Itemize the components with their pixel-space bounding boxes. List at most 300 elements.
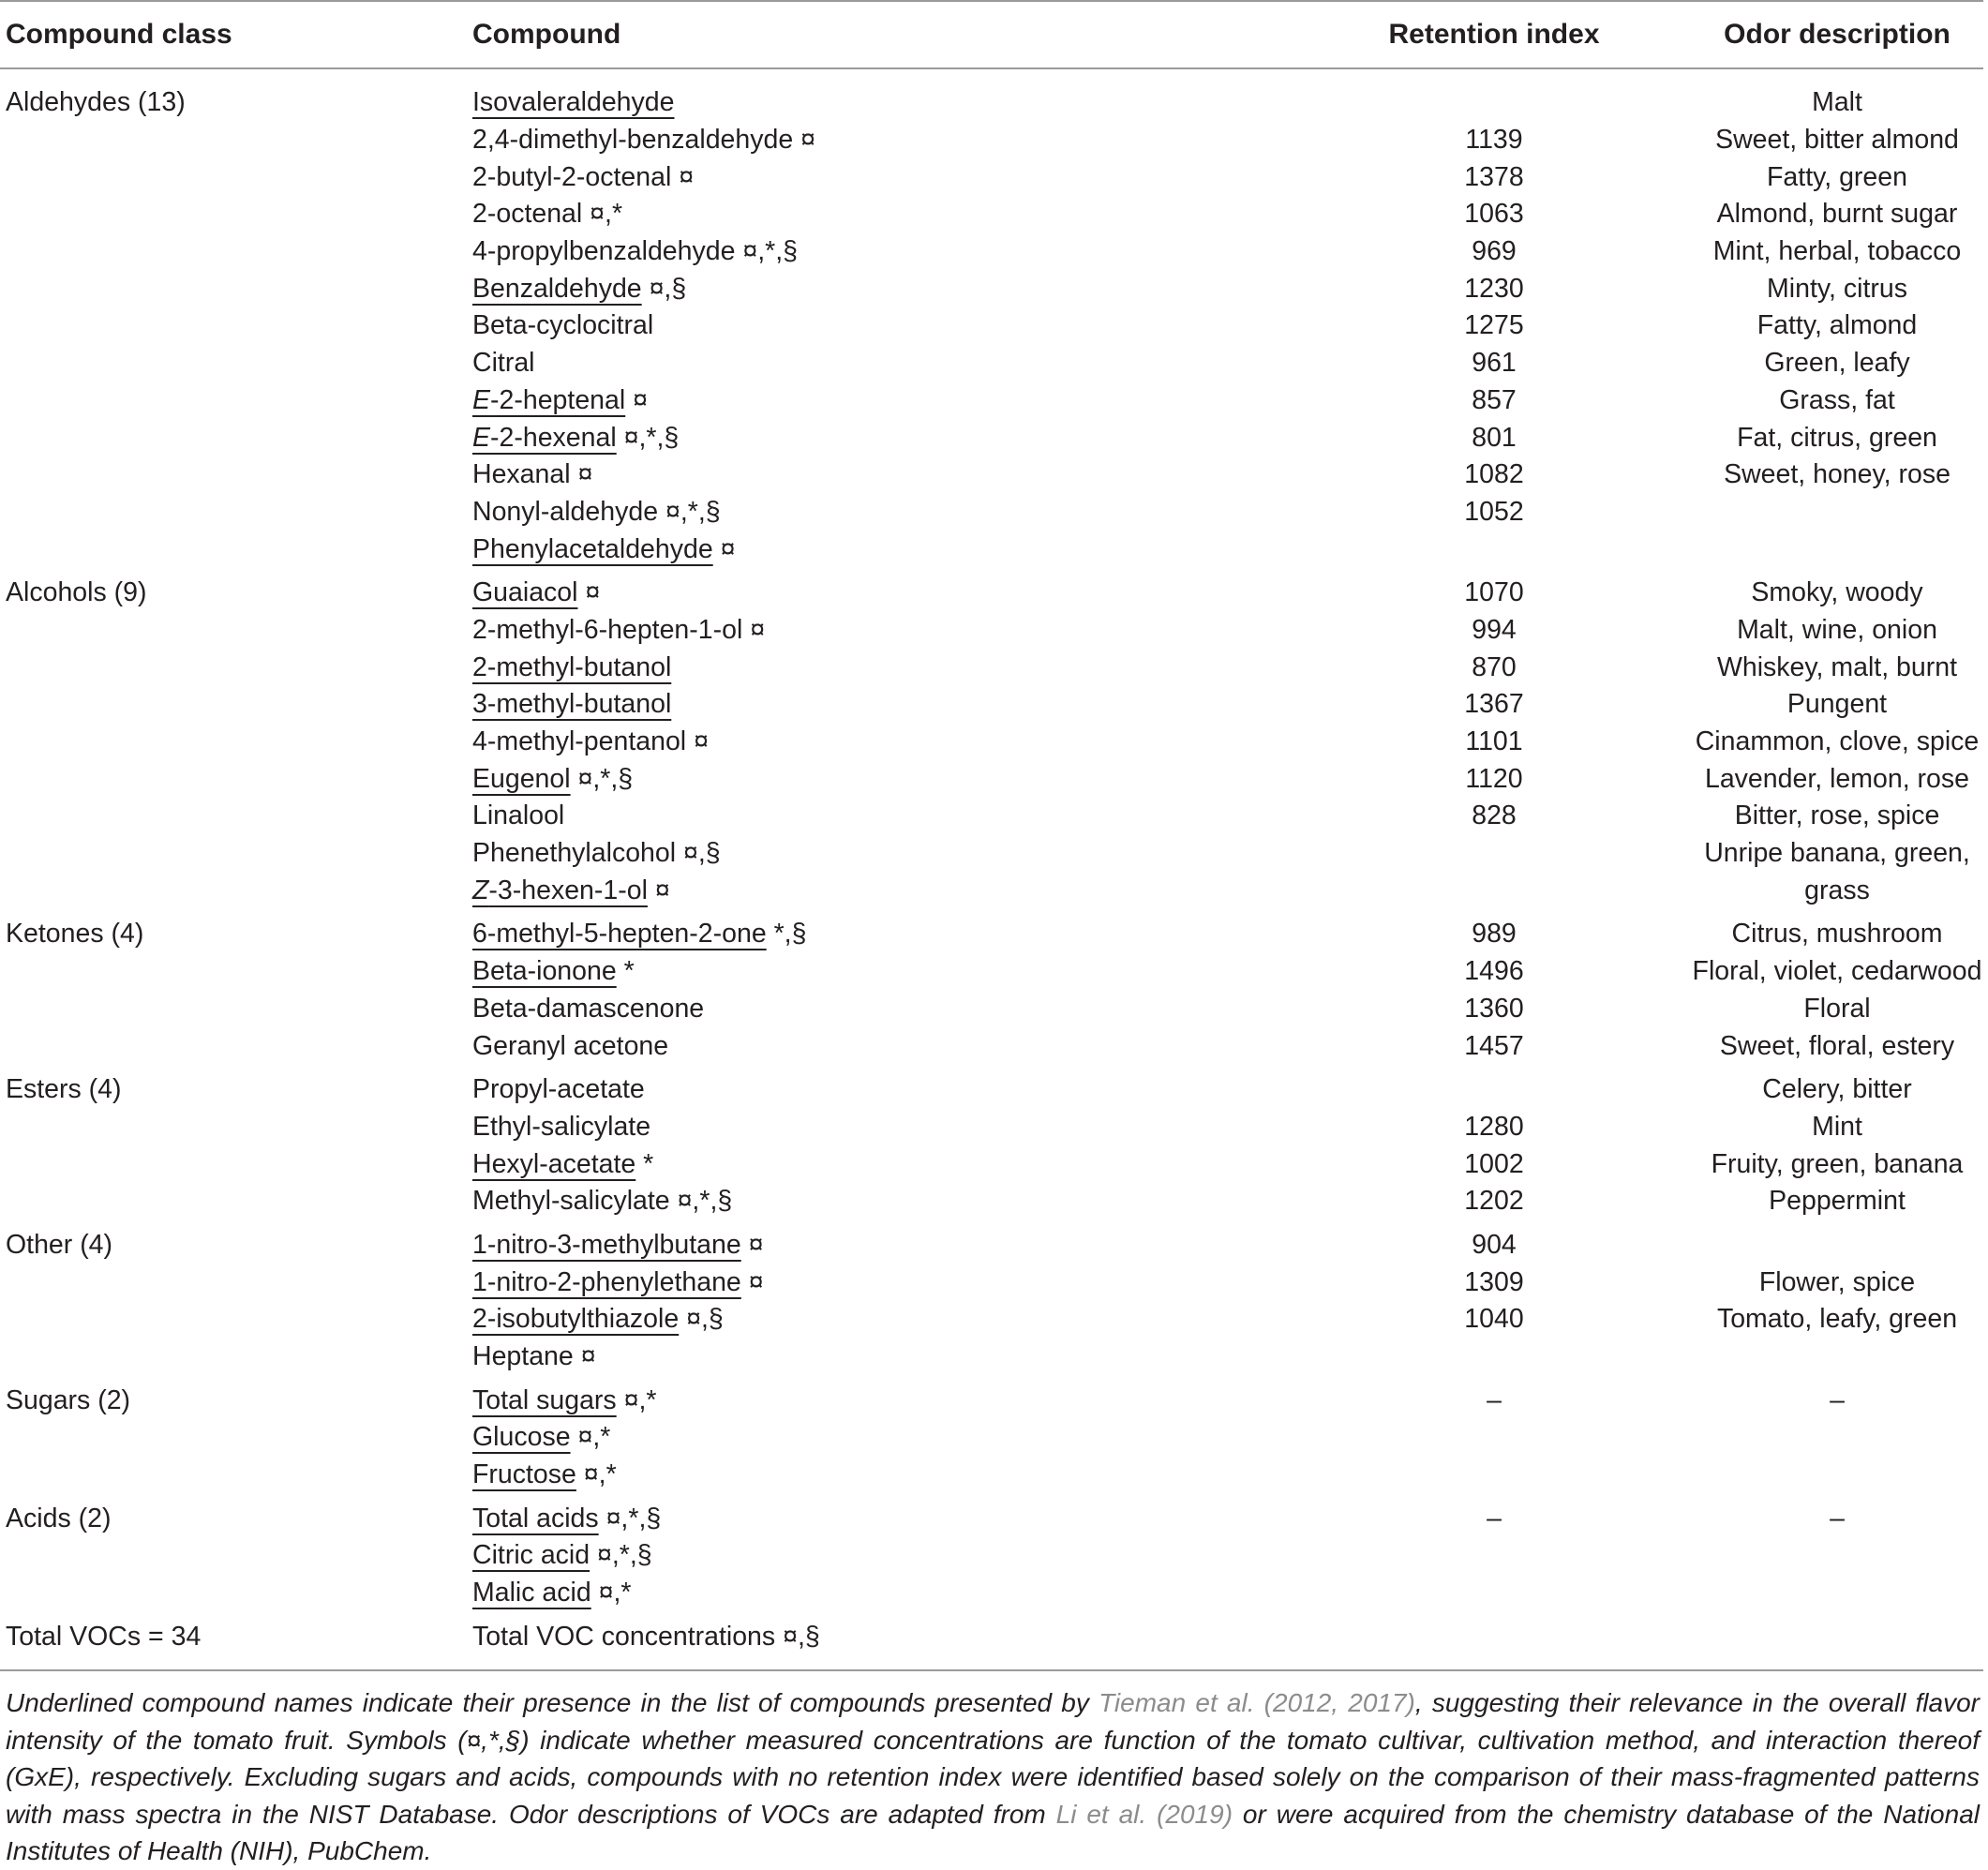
compound-name [472, 385, 625, 415]
odor-description: Celery, bitter [1762, 1074, 1912, 1105]
table-row [472, 724, 1983, 761]
table-row [472, 1339, 1983, 1376]
compound-name [472, 199, 582, 229]
compound-name [472, 838, 676, 868]
compound-name-text: Isovaleraldehyde [472, 87, 675, 118]
compound-cell [472, 1385, 1297, 1416]
compound-name-text: 2,4-dimethyl-benzaldehyde [472, 125, 794, 156]
table-row [472, 1575, 1983, 1612]
compound-name [472, 310, 653, 340]
odor-description: Grass, fat [1779, 384, 1895, 415]
compound-group [0, 1619, 1983, 1656]
group-label-cell [0, 84, 472, 568]
compound-name-text: 4-methyl-pentanol [472, 726, 687, 757]
compound-name-text: Total acids [472, 1503, 599, 1533]
compound-symbols: ¤ [750, 614, 766, 645]
odor-description: Sweet, bitter almond [1715, 125, 1959, 156]
compound-cell [472, 1540, 1297, 1571]
compound-name [472, 875, 648, 905]
compound-name-text: Nonyl-aldehyde [472, 496, 659, 527]
compound-name [472, 87, 674, 117]
compound-name-text: 2-isobutylthiazole [472, 1304, 680, 1335]
odor-description: Flower, spice [1758, 1266, 1916, 1297]
compound-name-text: Methyl-salicylate [472, 1186, 670, 1217]
compound-cell [472, 1622, 1297, 1653]
footnote-text: or were acquired from the chemistry database of the National Institutes of Health (NIH), PubChem. [6, 1799, 1980, 1866]
compound-name [472, 994, 704, 1024]
compound-cell [472, 1149, 1297, 1180]
compound-name [472, 1074, 645, 1104]
compound-name [472, 689, 671, 719]
compound-cell [472, 1031, 1297, 1062]
retention-index: 1496 [1464, 956, 1524, 987]
table-row [472, 1071, 1983, 1109]
table-row [472, 835, 1983, 873]
table-row [472, 196, 1983, 233]
compound-name [472, 615, 742, 645]
odor-description: Bitter, rose, spice [1734, 800, 1940, 831]
compound-cell [472, 1186, 1297, 1217]
compound-cell [472, 199, 1297, 230]
table-row [472, 84, 1983, 122]
compound-symbols: * [623, 956, 635, 987]
compound-name [472, 1149, 635, 1179]
compound-cell [472, 919, 1297, 950]
table-row [472, 1183, 1983, 1220]
table-row [472, 575, 1983, 612]
odor-description: Citrus, mushroom [1731, 919, 1943, 950]
compound-group [0, 916, 1983, 1065]
odor-description: grass [1804, 875, 1870, 905]
table-row [472, 1382, 1983, 1419]
retention-index: 1002 [1464, 1148, 1524, 1179]
compound-cell [472, 310, 1297, 341]
table-row [472, 233, 1983, 271]
compound-name-text: -2-hexenal [490, 422, 617, 453]
compound-name-text: -3-hexen-1-ol [488, 875, 648, 905]
compound-cell [472, 577, 1297, 608]
table-row [472, 1264, 1983, 1301]
retention-index: 1101 [1465, 726, 1523, 757]
compound-cell [472, 1112, 1297, 1143]
compound-symbols: ¤ [800, 125, 815, 156]
retention-index: 1202 [1464, 1186, 1524, 1217]
compound-name [472, 1031, 668, 1061]
retention-index: 870 [1472, 651, 1517, 682]
odor-description: Lavender, lemon, rose [1704, 763, 1969, 794]
retention-index: 1367 [1464, 689, 1524, 720]
table-row [472, 612, 1983, 650]
table-row [472, 916, 1983, 953]
compound-group [0, 1227, 1983, 1376]
group-label: Total VOCs = 34 [6, 1621, 202, 1652]
compound-cell [472, 1459, 1297, 1490]
compound-symbols: ¤,*,§ [577, 763, 634, 794]
citation-link-tieman[interactable]: Tieman et al. (2012, 2017) [1099, 1688, 1415, 1718]
retention-index: 1082 [1464, 459, 1524, 490]
compound-prefix: Z [472, 875, 489, 905]
table-row [472, 345, 1983, 382]
compound-symbols: ¤,*,§ [665, 496, 721, 527]
compound-cell [472, 125, 1297, 156]
table-row [472, 307, 1983, 345]
odor-description: Malt, wine, onion [1737, 614, 1937, 645]
group-label-cell [0, 1382, 472, 1493]
table-row [472, 1457, 1983, 1494]
odor-description: Floral [1803, 993, 1871, 1024]
footnote-text: Underlined compound names indicate their presence in the list of compounds presented by [6, 1688, 1099, 1718]
compound-cell [472, 423, 1297, 454]
table-row [472, 1027, 1983, 1065]
compound-name-text: Hexanal [472, 459, 571, 490]
compound-cell [472, 534, 1297, 565]
compound-name [472, 652, 671, 682]
odor-description: Fatty, almond [1756, 310, 1918, 341]
odor-description: Smoky, woody [1751, 577, 1923, 608]
group-rows [472, 1227, 1983, 1376]
table-body [0, 69, 1983, 1669]
compound-cell [472, 274, 1297, 305]
table-row [472, 456, 1983, 494]
retention-index: 828 [1472, 800, 1517, 831]
compound-name-text: Fructose [472, 1459, 576, 1490]
retention-index: 857 [1472, 384, 1517, 415]
compound-symbols: ¤ [679, 161, 695, 192]
compound-symbols: ¤,*,§ [623, 422, 680, 453]
compound-group [0, 1382, 1983, 1493]
retention-index: 961 [1472, 348, 1517, 379]
compound-name-text: 2-methyl-6-hepten-1-ol [472, 614, 743, 645]
compound-prefix: E [472, 422, 491, 453]
compound-symbols: ¤,*,§ [597, 1540, 652, 1571]
compound-name [472, 919, 767, 949]
retention-index: 1309 [1464, 1266, 1524, 1297]
compound-name [472, 577, 577, 607]
compound-symbols: ¤,§ [686, 1304, 724, 1335]
retention-index: 1360 [1464, 993, 1524, 1024]
table-row [472, 798, 1983, 835]
compound-name-text: Ethyl-salicylate [472, 1111, 651, 1142]
table-header [0, 2, 1983, 67]
retention-index: 1040 [1464, 1304, 1524, 1335]
compound-symbols: ¤ [720, 533, 736, 564]
compound-cell [472, 1304, 1297, 1335]
odor-description: – [1830, 1503, 1845, 1533]
compound-name-text: -2-heptenal [490, 384, 626, 415]
retention-index: 1378 [1464, 161, 1524, 192]
compound-name [472, 1304, 679, 1334]
table-row [472, 1301, 1983, 1339]
retention-index: 1120 [1465, 763, 1523, 794]
table-row [472, 1227, 1983, 1264]
odor-description: Malt [1812, 87, 1862, 118]
compound-name [472, 162, 671, 192]
table-row [472, 872, 1983, 909]
compound-name-text: Phenethylalcohol [472, 838, 677, 869]
header-compound: Compound [472, 19, 621, 50]
compound-symbols: ¤,§ [783, 1621, 820, 1652]
compound-name [472, 1622, 775, 1652]
table-row [472, 419, 1983, 456]
compound-cell [472, 994, 1297, 1025]
compound-symbols: ¤ [654, 875, 670, 905]
compound-name-text: 2-octenal [472, 199, 583, 230]
compound-cell [472, 459, 1297, 490]
compound-cell [472, 615, 1297, 646]
table-row [472, 1500, 1983, 1537]
group-label-cell [0, 1071, 472, 1220]
table-row [472, 1537, 1983, 1575]
group-rows [472, 575, 1983, 909]
compound-symbols: ¤ [748, 1266, 764, 1297]
compound-prefix: E [472, 384, 491, 415]
compound-name [472, 459, 571, 489]
retention-index: 801 [1472, 422, 1517, 453]
odor-description: Mint [1812, 1111, 1862, 1142]
compound-name [472, 1385, 617, 1415]
odor-description: Fruity, green, banana [1711, 1148, 1964, 1179]
compound-cell [472, 1267, 1297, 1298]
table-row [472, 382, 1983, 420]
compound-symbols: ¤,* [598, 1578, 632, 1608]
compound-name-text: 4-propylbenzaldehyde [472, 236, 736, 267]
table-row [472, 494, 1983, 531]
compound-symbols: ¤,*,§ [742, 236, 799, 267]
odor-description: Tomato, leafy, green [1716, 1304, 1958, 1335]
group-label-cell [0, 1500, 472, 1611]
table-row [472, 531, 1983, 568]
retention-index: – [1487, 1384, 1502, 1415]
odor-description: Minty, citrus [1767, 273, 1907, 304]
table-row [472, 1619, 1983, 1656]
header-retention-index: Retention index [1388, 19, 1600, 50]
compound-name [472, 236, 735, 266]
table-row [472, 270, 1983, 307]
table-row [472, 991, 1983, 1028]
compound-name-text: Hexyl-acetate [472, 1148, 636, 1179]
compound-symbols: ¤ [694, 726, 709, 757]
compound-cell [472, 1341, 1297, 1372]
group-label: Sugars (2) [6, 1384, 131, 1415]
odor-description: Mint, herbal, tobacco [1712, 236, 1962, 267]
compound-name [472, 1186, 670, 1216]
retention-index: 989 [1472, 919, 1517, 950]
retention-index: 1063 [1464, 199, 1524, 230]
compound-symbols: ¤,§ [649, 273, 687, 304]
compound-cell [472, 652, 1297, 683]
table-row [472, 686, 1983, 724]
table-footnote [0, 1671, 1980, 1870]
retention-index: 1230 [1464, 273, 1524, 304]
compound-cell [472, 162, 1297, 193]
odor-description: Sweet, honey, rose [1724, 459, 1951, 490]
compound-name [472, 1540, 590, 1570]
compound-symbols: ¤ [577, 459, 593, 490]
compound-name-text: Geranyl acetone [472, 1030, 669, 1061]
compound-name-text: Eugenol [472, 763, 571, 794]
compound-group [0, 575, 1983, 909]
compound-group [0, 1071, 1983, 1220]
group-label-cell [0, 1227, 472, 1376]
group-rows [472, 1500, 1983, 1611]
footnote-text: , suggesting their relevance in the overall flavor intensity of the tomato fruit. Symbols (¤,*,§) indicate whether measured concentrations are function of the tomato cultivar, cultivation method, and interaction thereof (GxE), respectively. Excluding sugars and acids, compounds with no retention index were identified based solely on the comparison of their mass-fragmented patterns with mass spectra in the NIST Database. Odor descriptions of VOCs are adapted from [6, 1688, 1980, 1829]
citation-link-li[interactable]: Li et al. (2019) [1055, 1799, 1233, 1829]
compound-name [472, 764, 571, 794]
compound-name [472, 1578, 591, 1608]
compound-name-text: Heptane [472, 1341, 574, 1372]
compound-name [472, 1267, 741, 1297]
compound-name-text: Benzaldehyde [472, 273, 642, 304]
compound-cell [472, 385, 1297, 416]
compound-cell [472, 956, 1297, 987]
compound-symbols: *,§ [773, 919, 807, 950]
odor-description: Unripe banana, green, [1704, 838, 1970, 869]
compound-name [472, 800, 564, 830]
compound-name [472, 1341, 574, 1371]
compound-symbols: ¤,*,§ [677, 1186, 733, 1217]
retention-index: – [1487, 1503, 1502, 1533]
retention-index: 904 [1472, 1229, 1517, 1260]
compound-name-text: Propyl-acetate [472, 1074, 645, 1105]
compound-cell [472, 1230, 1297, 1261]
compound-name-text: Total sugars [472, 1384, 617, 1415]
compound-cell [472, 838, 1297, 869]
retention-index: 969 [1472, 236, 1517, 267]
compound-name-text: 6-methyl-5-hepten-2-one [472, 919, 767, 950]
compound-symbols: ¤ [748, 1229, 764, 1260]
compound-name [472, 1422, 571, 1452]
retention-index: 1052 [1464, 496, 1524, 527]
compound-symbols: ¤,§ [683, 838, 721, 869]
group-rows [472, 1619, 1983, 1656]
retention-index: 1280 [1464, 1111, 1524, 1142]
compound-cell [472, 800, 1297, 831]
compound-name-text: Linalool [472, 800, 565, 831]
compound-name [472, 423, 617, 453]
retention-index: 994 [1472, 614, 1517, 645]
table-row [472, 158, 1983, 196]
compound-name [472, 125, 793, 155]
table-row [472, 760, 1983, 798]
group-label-cell [0, 916, 472, 1065]
compound-group [0, 1500, 1983, 1611]
compound-name [472, 956, 617, 986]
group-label: Aldehydes (13) [6, 87, 186, 118]
compound-cell [472, 1503, 1297, 1534]
compound-symbols: ¤,* [623, 1384, 657, 1415]
group-label: Esters (4) [6, 1074, 122, 1105]
compound-symbols: ¤,* [577, 1422, 611, 1453]
compound-cell [472, 497, 1297, 528]
compound-symbols: ¤,* [583, 1459, 617, 1490]
compound-name [472, 726, 686, 756]
group-rows [472, 916, 1983, 1065]
compound-symbols: ¤ [580, 1341, 596, 1372]
compound-cell [472, 236, 1297, 267]
odor-description: Sweet, floral, estery [1719, 1030, 1955, 1061]
compound-symbols: * [643, 1148, 654, 1179]
odor-description: Fatty, green [1767, 161, 1907, 192]
compound-name [472, 1112, 650, 1142]
compound-name-text: 2-butyl-2-octenal [472, 161, 672, 192]
compound-symbols: ¤ [585, 577, 601, 608]
compound-cell [472, 1422, 1297, 1453]
compound-name-text: Glucose [472, 1422, 571, 1453]
compound-name-text: 1-nitro-3-methylbutane [472, 1229, 741, 1260]
table-row [472, 953, 1983, 991]
compound-cell [472, 875, 1297, 906]
retention-index: 1070 [1464, 577, 1524, 608]
retention-index: 1457 [1464, 1030, 1524, 1061]
table-row [472, 649, 1983, 686]
retention-index: 1139 [1465, 125, 1523, 156]
compound-name [472, 1459, 576, 1489]
compound-cell [472, 764, 1297, 795]
group-rows [472, 84, 1983, 568]
compound-name-text: Citric acid [472, 1540, 590, 1571]
group-label: Alcohols (9) [6, 577, 147, 608]
compound-cell [472, 726, 1297, 757]
compound-name [472, 348, 535, 378]
compound-name [472, 1230, 741, 1260]
odor-description: – [1830, 1384, 1845, 1415]
compound-name-text: Phenylacetaldehyde [472, 533, 713, 564]
group-label: Other (4) [6, 1229, 113, 1260]
compound-name-text: Beta-ionone [472, 956, 617, 987]
compound-name [472, 1503, 599, 1533]
compound-name [472, 534, 713, 564]
compound-name-text: 1-nitro-2-phenylethane [472, 1266, 741, 1297]
compound-name-text: Malic acid [472, 1578, 591, 1608]
group-label-cell [0, 1619, 472, 1656]
table-row [472, 1419, 1983, 1457]
retention-index: 1275 [1464, 310, 1524, 341]
compound-symbols: ¤,*,§ [605, 1503, 662, 1533]
compound-group [0, 84, 1983, 568]
compound-name-text: Total VOC concentrations [472, 1621, 776, 1652]
group-label-cell [0, 575, 472, 909]
compound-name-text: Guaiacol [472, 577, 578, 608]
compound-cell [472, 689, 1297, 720]
odor-description: Green, leafy [1764, 348, 1910, 379]
odor-description: Fat, citrus, green [1737, 422, 1937, 453]
compound-name [472, 497, 658, 527]
table-row [472, 1109, 1983, 1146]
group-label: Ketones (4) [6, 919, 144, 950]
table-row [472, 122, 1983, 159]
compound-cell [472, 348, 1297, 379]
header-compound-class: Compound class [6, 19, 232, 50]
compound-symbols: ¤,* [590, 199, 623, 230]
odor-description: Whiskey, malt, burnt [1716, 651, 1958, 682]
compound-cell [472, 1074, 1297, 1105]
group-rows [472, 1071, 1983, 1220]
compound-name [472, 274, 642, 304]
odor-description: Floral, violet, cedarwood [1692, 956, 1982, 987]
odor-description: Peppermint [1769, 1186, 1906, 1217]
compound-name-text: Citral [472, 348, 535, 379]
group-rows [472, 1382, 1983, 1493]
table-row [472, 1145, 1983, 1183]
compound-name-text: Beta-cyclocitral [472, 310, 654, 341]
group-label: Acids (2) [6, 1503, 112, 1533]
odor-description: Almond, burnt sugar [1716, 199, 1958, 230]
odor-description: Cinammon, clove, spice [1695, 726, 1980, 757]
odor-description: Pungent [1786, 689, 1888, 720]
compound-name-text: Beta-damascenone [472, 993, 705, 1024]
compound-cell [472, 1578, 1297, 1608]
compound-name-text: 3-methyl-butanol [472, 689, 672, 720]
